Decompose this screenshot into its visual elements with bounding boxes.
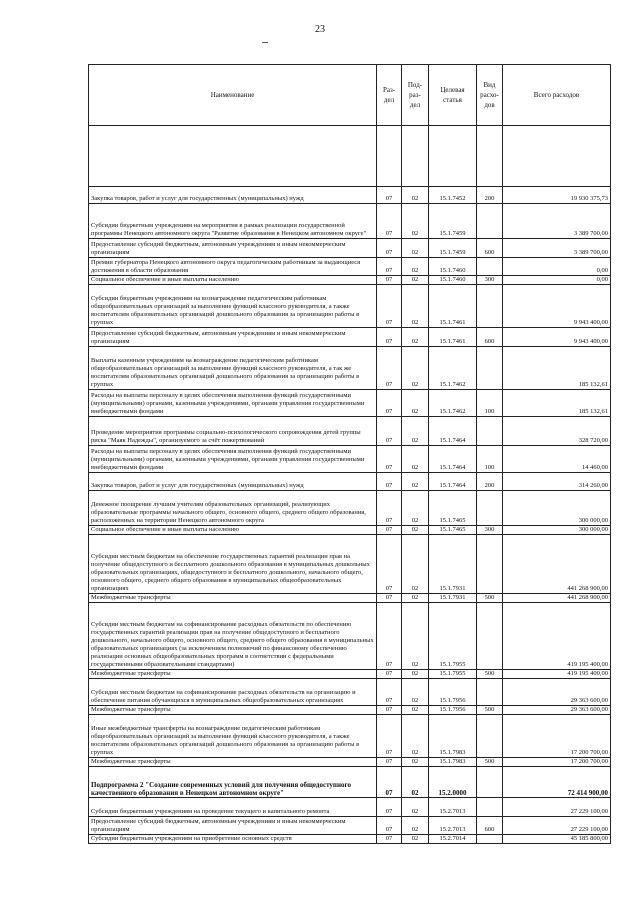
cell-subsection: 02 xyxy=(402,594,429,603)
col-name-header: Наименование xyxy=(89,65,377,126)
cell-type xyxy=(477,679,503,706)
cell-type: 300 xyxy=(477,276,503,285)
cell-type xyxy=(477,767,503,798)
cell-target: 15.2.7013 xyxy=(429,817,477,835)
cell-total: 45 185 800,00 xyxy=(503,835,611,844)
cell-subsection: 02 xyxy=(402,767,429,798)
table-row xyxy=(89,526,611,535)
table-row xyxy=(89,758,611,767)
cell-type xyxy=(477,204,503,239)
col-subsection-header: Под- раз- дел xyxy=(402,65,429,126)
cell-target: 15.1.7462 xyxy=(429,347,477,390)
cell-section: 07 xyxy=(377,239,402,258)
cell-subsection: 02 xyxy=(402,446,429,473)
cell-name: Выплаты казенным учреждениям на вознаграждение педагогическим работникам общеобразовательных организаций за выполнение функций классного руководителя, а так же воспитателям образовательных организаций дошкольного образования за организацию работы в группах xyxy=(89,347,377,390)
cell-name: Иные межбюджетные трансферты на вознаграждение педагогическим работникам общеобразовательных организаций за выполнение функций классного руководителя, а также воспитателям образовательных организаций дошкольного образования за организацию работы в группах xyxy=(89,715,377,758)
cell-section: 07 xyxy=(377,204,402,239)
cell-name: Расходы на выплаты персоналу в целях обеспечения выполнения функций государственными (муниципальными) органами, казенными учреждениями, органами управления государственными внебюджетными фондами xyxy=(89,390,377,417)
cell-type: 500 xyxy=(477,670,503,679)
cell-target: 15.1.7464 xyxy=(429,417,477,446)
cell-type xyxy=(477,603,503,670)
cell-type: 600 xyxy=(477,328,503,347)
cell-subsection: 02 xyxy=(402,835,429,844)
cell-subsection: 02 xyxy=(402,603,429,670)
cell-subsection: 02 xyxy=(402,285,429,328)
cell-target: 15.1.7459 xyxy=(429,204,477,239)
table-row xyxy=(89,473,611,491)
cell-total: 441 268 900,00 xyxy=(503,535,611,594)
cell-subsection: 02 xyxy=(402,679,429,706)
table-row xyxy=(89,328,611,347)
table-row xyxy=(89,258,611,276)
cell-subsection: 02 xyxy=(402,535,429,594)
cell-section: 07 xyxy=(377,535,402,594)
table-row xyxy=(89,715,611,758)
cell-type: 100 xyxy=(477,446,503,473)
cell-name: Расходы на выплаты персоналу в целях обеспечения выполнения функций государственными (муниципальными) органами, казенными учреждениями, органами управления государственными внебюджетными фондами xyxy=(89,446,377,473)
cell-target: 15.1.7459 xyxy=(429,239,477,258)
cell-section: 07 xyxy=(377,594,402,603)
cell-type xyxy=(477,285,503,328)
table-row xyxy=(89,594,611,603)
cell-name: Социальное обеспечение и иные выплаты населению xyxy=(89,276,377,285)
cell-section: 07 xyxy=(377,603,402,670)
cell-target: 15.1.7983 xyxy=(429,758,477,767)
cell-target: 15.1.7956 xyxy=(429,679,477,706)
cell-total: 185 132,61 xyxy=(503,390,611,417)
cell-subsection: 02 xyxy=(402,239,429,258)
cell-name: Субсидии местным бюджетам на софинансирование расходных обязательств на организацию и обеспечение питания обучающихся в муниципальных общеобразовательных организациях xyxy=(89,679,377,706)
cell-total: 29 363 600,00 xyxy=(503,679,611,706)
table-row xyxy=(89,285,611,328)
cell-section: 07 xyxy=(377,835,402,844)
cell-section: 07 xyxy=(377,347,402,390)
table-row xyxy=(89,767,611,798)
cell-total: 314 260,00 xyxy=(503,473,611,491)
cell-type xyxy=(477,715,503,758)
cell-name: Предоставление субсидий бюджетным, автономным учреждениям и иным некоммерческим организациям xyxy=(89,817,377,835)
cell-subsection: 02 xyxy=(402,258,429,276)
cell-type xyxy=(477,535,503,594)
cell-total: 0,00 xyxy=(503,276,611,285)
table-header-row xyxy=(89,65,611,126)
table-row xyxy=(89,187,611,204)
cell-section: 07 xyxy=(377,767,402,798)
cell-type: 100 xyxy=(477,390,503,417)
table-row xyxy=(89,446,611,473)
cell-type: 600 xyxy=(477,239,503,258)
cell-name: Субсидии местным бюджетам на софинансирование расходных обязательств по обеспечению государственных гарантий реализации прав на получение общедоступного и бесплатного дошкольного, начального общего, основного общего, среднего общего образования в муниципальных образовательных организациях (за исключением полномочий по финансовому обеспечению реализации основных общеобразовательных программ в соответствии с федеральными государственными образовательными стандартами) xyxy=(89,603,377,670)
cell-subsection: 02 xyxy=(402,473,429,491)
table-row xyxy=(89,706,611,715)
cell-section: 07 xyxy=(377,706,402,715)
cell-name: Предоставление субсидий бюджетным, автономным учреждениям и иным некоммерческим организациям xyxy=(89,328,377,347)
cell-type xyxy=(477,491,503,526)
cell-type: 200 xyxy=(477,187,503,204)
table-row xyxy=(89,603,611,670)
cell-target: 15.1.7461 xyxy=(429,285,477,328)
table-row xyxy=(89,817,611,835)
col-total-header: Всего расходов xyxy=(503,65,611,126)
cell-subsection: 02 xyxy=(402,491,429,526)
cell-section: 07 xyxy=(377,187,402,204)
budget-table xyxy=(88,64,611,844)
cell-total: 185 132,61 xyxy=(503,347,611,390)
scan-speck xyxy=(262,42,268,43)
cell-total: 419 195 400,00 xyxy=(503,603,611,670)
cell-type xyxy=(477,417,503,446)
cell-target: 15.2.0000 xyxy=(429,767,477,798)
table-row xyxy=(89,491,611,526)
cell-subsection: 02 xyxy=(402,706,429,715)
table-row xyxy=(89,347,611,390)
cell-section: 07 xyxy=(377,473,402,491)
cell-target: 15.1.7464 xyxy=(429,446,477,473)
cell-subsection: 02 xyxy=(402,328,429,347)
cell-type xyxy=(477,835,503,844)
cell-name: Закупка товаров, работ и услуг для государственных (муниципальных) нужд xyxy=(89,187,377,204)
table-row xyxy=(89,239,611,258)
cell-target: 15.1.7461 xyxy=(429,328,477,347)
cell-type: 300 xyxy=(477,526,503,535)
cell-section: 07 xyxy=(377,285,402,328)
cell-target: 15.1.7462 xyxy=(429,390,477,417)
cell-subsection: 02 xyxy=(402,758,429,767)
cell-target: 15.1.7955 xyxy=(429,670,477,679)
cell-target: 15.1.7955 xyxy=(429,603,477,670)
cell-name: Межбюджетные трансферты xyxy=(89,758,377,767)
cell-section: 07 xyxy=(377,715,402,758)
cell-subsection: 02 xyxy=(402,347,429,390)
cell-section: 07 xyxy=(377,446,402,473)
cell-target: 15.1.7983 xyxy=(429,715,477,758)
cell-section: 07 xyxy=(377,328,402,347)
table-row xyxy=(89,679,611,706)
cell-type: 600 xyxy=(477,817,503,835)
cell-name: Межбюджетные трансферты xyxy=(89,706,377,715)
cell-name: Предоставление субсидий бюджетным, автономным учреждениям и иным некоммерческим организациям xyxy=(89,239,377,258)
cell-total: 441 268 900,00 xyxy=(503,594,611,603)
cell-type: 500 xyxy=(477,594,503,603)
col-section-header: Раз- дел xyxy=(377,65,402,126)
header-gap-row xyxy=(89,126,611,187)
cell-section: 07 xyxy=(377,258,402,276)
cell-target: 15.1.7460 xyxy=(429,276,477,285)
table-body xyxy=(89,187,611,844)
cell-type: 500 xyxy=(477,706,503,715)
cell-target: 15.1.7460 xyxy=(429,258,477,276)
cell-type: 200 xyxy=(477,473,503,491)
cell-subsection: 02 xyxy=(402,817,429,835)
cell-target: 15.2.7013 xyxy=(429,798,477,817)
cell-section: 07 xyxy=(377,758,402,767)
cell-section: 07 xyxy=(377,817,402,835)
cell-name: Межбюджетные трансферты xyxy=(89,670,377,679)
cell-name: Субсидии местным бюджетам на обеспечение государственных гарантий реализации прав на получение общедоступного и бесплатного дошкольного образования в муниципальных дошкольных образовательных организациях, общедоступного и бесплатного дошкольного, начального общего, основного общего, среднего общего образования в муниципальных общеобразовательных организациях xyxy=(89,535,377,594)
cell-target: 15.1.7931 xyxy=(429,535,477,594)
table-row xyxy=(89,535,611,594)
cell-subsection: 02 xyxy=(402,715,429,758)
cell-type xyxy=(477,258,503,276)
cell-section: 07 xyxy=(377,417,402,446)
table-row xyxy=(89,390,611,417)
cell-total: 14 460,00 xyxy=(503,446,611,473)
cell-target: 15.1.7931 xyxy=(429,594,477,603)
table-row xyxy=(89,204,611,239)
cell-total: 419 195 400,00 xyxy=(503,670,611,679)
cell-total: 27 229 100,00 xyxy=(503,817,611,835)
cell-subsection: 02 xyxy=(402,670,429,679)
col-type-header: Вид расхо- дов xyxy=(477,65,503,126)
table-row xyxy=(89,798,611,817)
cell-section: 07 xyxy=(377,526,402,535)
page-number: 23 xyxy=(315,24,325,35)
cell-subsection: 02 xyxy=(402,276,429,285)
cell-section: 07 xyxy=(377,798,402,817)
cell-name: Премии губернатора Ненецкого автономного округа педагогическим работникам за выдающиеся достижения в области образования xyxy=(89,258,377,276)
cell-target: 15.1.7465 xyxy=(429,526,477,535)
cell-total: 0,00 xyxy=(503,258,611,276)
cell-type xyxy=(477,347,503,390)
cell-section: 07 xyxy=(377,390,402,417)
cell-name: Межбюджетные трансферты xyxy=(89,594,377,603)
cell-subsection: 02 xyxy=(402,417,429,446)
table-row xyxy=(89,417,611,446)
table-row xyxy=(89,276,611,285)
table-row xyxy=(89,670,611,679)
cell-section: 07 xyxy=(377,679,402,706)
cell-name: Денежное поощрение лучшим учителям образовательных организаций, реализующих образовательные программы начального общего, основного общего, среднего общего образования, расположенных на территории Ненецкого автономного округа xyxy=(89,491,377,526)
cell-total: 17 200 700,00 xyxy=(503,715,611,758)
cell-name: Субсидии бюджетным учреждениям на мероприятия в рамках реализации государственной программы Ненецкого автономного округа "Развитие образования в Ненецком автономном округе" xyxy=(89,204,377,239)
cell-subsection: 02 xyxy=(402,204,429,239)
cell-total: 9 943 400,00 xyxy=(503,285,611,328)
cell-total: 72 414 900,00 xyxy=(503,767,611,798)
cell-total: 19 930 375,73 xyxy=(503,187,611,204)
cell-total: 300 000,00 xyxy=(503,491,611,526)
cell-subsection: 02 xyxy=(402,526,429,535)
cell-target: 15.1.7956 xyxy=(429,706,477,715)
cell-name: Подпрограмма 2 "Создание современных условий для получения общедоступного качественного образования в Ненецком автономном округе" xyxy=(89,767,377,798)
cell-name: Закупка товаров, работ и услуг для государственных (муниципальных) нужд xyxy=(89,473,377,491)
col-target-header: Целевая статья xyxy=(429,65,477,126)
cell-total: 17 200 700,00 xyxy=(503,758,611,767)
cell-type xyxy=(477,798,503,817)
cell-section: 07 xyxy=(377,491,402,526)
cell-name: Субсидии бюджетным учреждениям на вознаграждение педагогическим работникам общеобразовательных организаций за выполнение функций классного руководителя, а также воспитателям образовательных организаций дошкольного образования за организацию работы в группах xyxy=(89,285,377,328)
cell-total: 328 720,00 xyxy=(503,417,611,446)
cell-name: Субсидии бюджетным учреждениям на приобретение основных средств xyxy=(89,835,377,844)
cell-name: Субсидии бюджетным учреждениям на проведение текущего и капитального ремонта xyxy=(89,798,377,817)
cell-target: 15.1.7464 xyxy=(429,473,477,491)
cell-subsection: 02 xyxy=(402,390,429,417)
cell-name: Социальное обеспечение и иные выплаты населению xyxy=(89,526,377,535)
cell-subsection: 02 xyxy=(402,798,429,817)
cell-target: 15.1.7465 xyxy=(429,491,477,526)
cell-total: 27 229 100,00 xyxy=(503,798,611,817)
cell-subsection: 02 xyxy=(402,187,429,204)
cell-target: 15.2.7014 xyxy=(429,835,477,844)
cell-section: 07 xyxy=(377,276,402,285)
cell-total: 3 389 700,00 xyxy=(503,204,611,239)
cell-total: 9 943 400,00 xyxy=(503,328,611,347)
cell-total: 3 389 700,00 xyxy=(503,239,611,258)
cell-total: 300 000,00 xyxy=(503,526,611,535)
cell-section: 07 xyxy=(377,670,402,679)
cell-target: 15.1.7452 xyxy=(429,187,477,204)
table-row xyxy=(89,835,611,844)
cell-name: Проведение мероприятия программы социально-психологического сопровождения детей группы риска "Маяк Надежды", организуемого за счёт пожертвований xyxy=(89,417,377,446)
cell-type: 500 xyxy=(477,758,503,767)
cell-total: 29 363 600,00 xyxy=(503,706,611,715)
